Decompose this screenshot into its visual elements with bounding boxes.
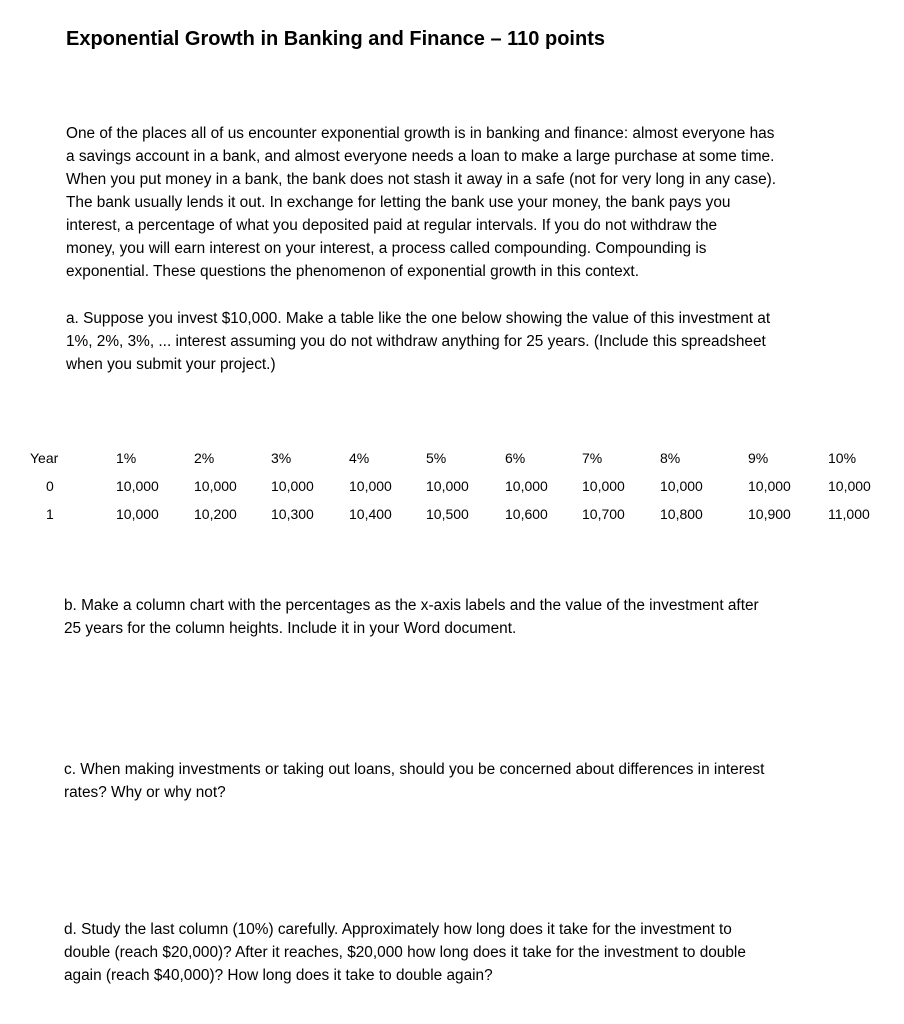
intro-paragraph — [66, 122, 866, 283]
table-cell: 10,000 — [426, 478, 469, 494]
table-cell-year: 0 — [46, 478, 54, 494]
question-c-line: c. When making investments or taking out loans, should you be concerned about differences in interest — [64, 761, 765, 778]
table-header-cell: 7% — [582, 450, 603, 466]
question-c — [64, 758, 864, 804]
question-a — [66, 307, 866, 376]
table-header-cell: Year — [30, 450, 59, 466]
table-cell-year: 1 — [46, 506, 54, 522]
table-cell: 10,000 — [582, 478, 625, 494]
question-b-line: 25 years for the column heights. Include it in your Word document. — [64, 620, 517, 637]
table-cell: 10,000 — [194, 478, 237, 494]
table-cell: 10,000 — [505, 478, 548, 494]
table-cell: 10,400 — [349, 506, 392, 522]
table-cell: 10,000 — [116, 506, 159, 522]
table-header-cell: 10% — [828, 450, 857, 466]
table-cell: 10,700 — [582, 506, 625, 522]
table-cell: 11,000 — [828, 506, 870, 522]
intro-line: exponential. These questions the phenomenon of exponential growth in this context. — [66, 263, 639, 280]
question-d-line: double (reach $20,000)? After it reaches, $20,000 how long does it take for the investment to double — [64, 944, 746, 961]
table-row — [30, 500, 888, 528]
question-a-line: when you submit your project.) — [66, 356, 276, 373]
table-cell: 10,000 — [271, 478, 314, 494]
table-cell: 10,800 — [660, 506, 703, 522]
table-cell: 10,000 — [828, 478, 871, 494]
question-c-line: rates? Why or why not? — [64, 784, 226, 801]
table-cell: 10,200 — [194, 506, 237, 522]
question-b — [64, 594, 864, 640]
table-header-cell: 9% — [748, 450, 769, 466]
table-header-cell: 4% — [349, 450, 370, 466]
table-row — [30, 472, 888, 500]
table-cell: 10,900 — [748, 506, 791, 522]
table-cell: 10,000 — [660, 478, 703, 494]
question-d-line: again (reach $40,000)? How long does it take to double again? — [64, 967, 493, 984]
table-cell: 10,600 — [505, 506, 548, 522]
question-a-line: 1%, 2%, 3%, ... interest assuming you do not withdraw anything for 25 years. (Include this spreadsheet — [66, 333, 766, 350]
question-d — [64, 918, 864, 987]
intro-line: One of the places all of us encounter exponential growth is in banking and finance: almost everyone has — [66, 125, 775, 142]
table-cell: 10,000 — [116, 478, 159, 494]
intro-line: interest, a percentage of what you deposited paid at regular intervals. If you do not withdraw the — [66, 217, 718, 234]
table-cell: 10,000 — [349, 478, 392, 494]
page-title: Exponential Growth in Banking and Finance – 110 points — [66, 28, 605, 50]
intro-line: When you put money in a bank, the bank does not stash it away in a safe (not for very long in any case). — [66, 171, 777, 188]
table-cell: 10,000 — [748, 478, 791, 494]
investment-table — [30, 444, 888, 528]
intro-line: money, you will earn interest on your interest, a process called compounding. Compounding is — [66, 240, 707, 257]
table-header-cell: 2% — [194, 450, 215, 466]
table-header-row — [30, 444, 888, 472]
intro-line: The bank usually lends it out. In exchange for letting the bank use your money, the bank pays you — [66, 194, 731, 211]
table-header-cell: 5% — [426, 450, 447, 466]
table-cell: 10,500 — [426, 506, 469, 522]
table-header-cell: 8% — [660, 450, 681, 466]
table-cell: 10,300 — [271, 506, 314, 522]
table-header-cell: 3% — [271, 450, 292, 466]
intro-line: a savings account in a bank, and almost everyone needs a loan to make a large purchase at some time. — [66, 148, 775, 165]
table-header-cell: 1% — [116, 450, 137, 466]
question-a-line: a. Suppose you invest $10,000. Make a table like the one below showing the value of this investment at — [66, 310, 771, 327]
question-b-line: b. Make a column chart with the percentages as the x-axis labels and the value of the investment after — [64, 597, 759, 614]
table-header-cell: 6% — [505, 450, 526, 466]
question-d-line: d. Study the last column (10%) carefully. Approximately how long does it take for the investment to — [64, 921, 732, 938]
